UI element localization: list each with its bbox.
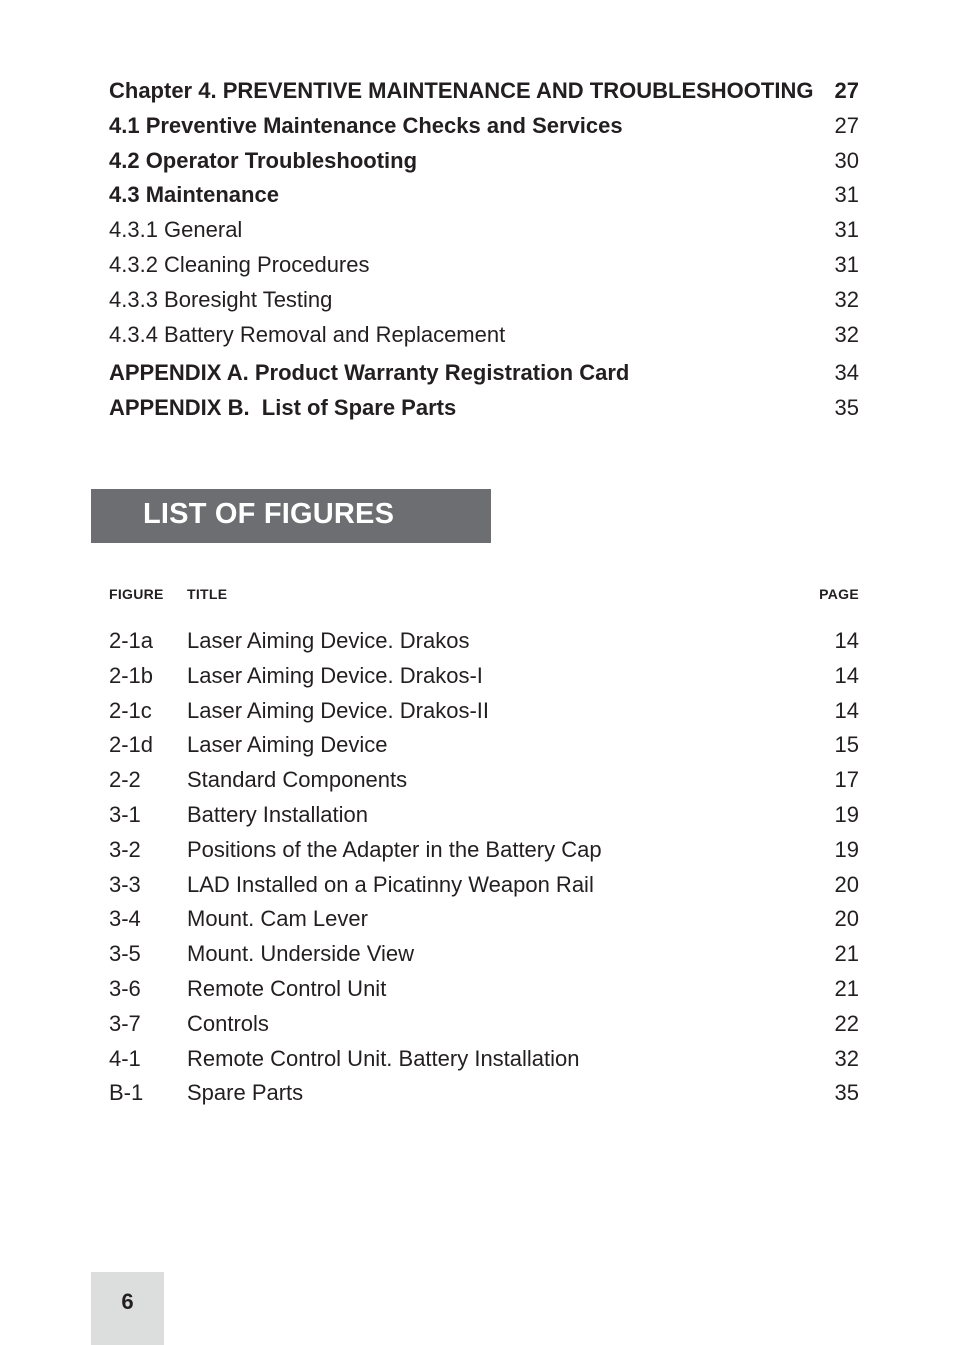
toc-entry[interactable] bbox=[109, 109, 859, 144]
figure-number: 3-2 bbox=[109, 836, 141, 862]
figure-row[interactable] bbox=[109, 659, 859, 694]
toc-entry[interactable] bbox=[109, 283, 859, 318]
toc-entry[interactable] bbox=[109, 178, 859, 213]
figure-page: 21 bbox=[834, 941, 859, 967]
figure-row[interactable] bbox=[109, 798, 859, 833]
toc-entry-page: 34 bbox=[834, 360, 859, 386]
figure-row[interactable] bbox=[109, 833, 859, 868]
toc-entry-page: 27 bbox=[834, 112, 859, 138]
page-number: 6 bbox=[121, 1289, 134, 1314]
toc-entry[interactable] bbox=[109, 248, 859, 283]
figure-number: 3-7 bbox=[109, 1010, 141, 1036]
column-header-figure: FIGURE bbox=[109, 586, 164, 602]
figure-number: 3-1 bbox=[109, 801, 141, 827]
figure-number: 3-6 bbox=[109, 975, 141, 1001]
figure-title: Battery Installation bbox=[187, 801, 368, 827]
toc-entry-page: 32 bbox=[834, 321, 859, 347]
figure-title: Standard Components bbox=[187, 767, 408, 793]
figure-number: 3-3 bbox=[109, 871, 141, 897]
column-header-title: TITLE bbox=[187, 586, 228, 602]
list-of-figures-banner bbox=[91, 489, 491, 543]
figure-number: 2-2 bbox=[109, 767, 141, 793]
toc-entry[interactable] bbox=[109, 391, 859, 426]
toc-entry-title: 4.3 Maintenance bbox=[109, 182, 279, 208]
toc-entry-title: 4.3.1 General bbox=[109, 217, 243, 243]
figure-title: Laser Aiming Device bbox=[187, 732, 388, 758]
figure-row[interactable] bbox=[109, 1042, 859, 1077]
figure-row[interactable] bbox=[109, 868, 859, 903]
figure-page: 20 bbox=[834, 906, 859, 932]
toc-entry[interactable] bbox=[109, 213, 859, 248]
toc-entry-title: 4.1 Preventive Maintenance Checks and Services bbox=[109, 112, 623, 138]
figure-title: Mount. Underside View bbox=[187, 941, 415, 967]
figure-number: 2-1b bbox=[109, 662, 154, 688]
page-number-tab bbox=[91, 1272, 164, 1345]
figure-row[interactable] bbox=[109, 624, 859, 659]
figure-number: 2-1a bbox=[109, 628, 154, 653]
figure-page: 35 bbox=[834, 1080, 859, 1106]
figure-page: 14 bbox=[834, 628, 859, 653]
toc-entry-page: 27 bbox=[834, 78, 859, 103]
toc-entry-page: 32 bbox=[834, 286, 859, 312]
figure-number: 4-1 bbox=[109, 1045, 141, 1071]
toc-entry-page: 30 bbox=[834, 147, 859, 173]
column-header-page: PAGE bbox=[819, 586, 859, 602]
figure-title: Laser Aiming Device. Drakos bbox=[187, 628, 470, 653]
figure-title: Remote Control Unit. Battery Installation bbox=[187, 1045, 580, 1071]
toc-entry-title: APPENDIX B. List of Spare Parts bbox=[109, 395, 457, 421]
figure-page: 14 bbox=[834, 697, 859, 723]
toc-entry-title: APPENDIX A. Product Warranty Registration Card bbox=[109, 360, 630, 386]
figure-number: 3-5 bbox=[109, 941, 141, 967]
figure-row[interactable] bbox=[109, 728, 859, 763]
figure-row[interactable] bbox=[109, 1076, 859, 1111]
figure-title: LAD Installed on a Picatinny Weapon Rail bbox=[187, 871, 594, 897]
figure-row[interactable] bbox=[109, 763, 859, 798]
figure-page: 14 bbox=[834, 662, 859, 688]
figure-row[interactable] bbox=[109, 972, 859, 1007]
table-of-contents bbox=[109, 74, 859, 426]
figure-row[interactable] bbox=[109, 1007, 859, 1042]
toc-entry-title: 4.3.4 Battery Removal and Replacement bbox=[109, 321, 506, 347]
figure-page: 22 bbox=[834, 1010, 859, 1036]
figure-page: 32 bbox=[834, 1045, 859, 1071]
figure-row[interactable] bbox=[109, 902, 859, 937]
toc-entry-page: 31 bbox=[834, 217, 859, 243]
figure-list bbox=[109, 624, 859, 1111]
list-of-figures-heading: LIST OF FIGURES bbox=[143, 498, 395, 530]
figure-number: 3-4 bbox=[109, 906, 141, 932]
toc-entry-page: 31 bbox=[834, 251, 859, 277]
figure-row[interactable] bbox=[109, 937, 859, 972]
figure-page: 20 bbox=[834, 871, 859, 897]
figure-title: Laser Aiming Device. Drakos-I bbox=[187, 662, 483, 688]
toc-entry-page: 35 bbox=[834, 395, 859, 421]
figure-title: Mount. Cam Lever bbox=[187, 906, 368, 932]
toc-entry[interactable] bbox=[109, 356, 859, 391]
figure-page: 19 bbox=[834, 836, 859, 862]
figure-title: Spare Parts bbox=[187, 1080, 304, 1106]
figure-title: Controls bbox=[187, 1010, 269, 1036]
toc-entry[interactable] bbox=[109, 318, 859, 353]
figure-title: Positions of the Adapter in the Battery Cap bbox=[187, 836, 602, 862]
figure-title: Remote Control Unit bbox=[187, 975, 387, 1001]
toc-entry-title: 4.2 Operator Troubleshooting bbox=[109, 147, 418, 173]
toc-entry[interactable] bbox=[109, 74, 859, 109]
figure-number: 2-1c bbox=[109, 697, 152, 723]
figure-page: 21 bbox=[834, 975, 859, 1001]
figure-page: 19 bbox=[834, 801, 859, 827]
figure-row[interactable] bbox=[109, 694, 859, 729]
figure-page: 15 bbox=[834, 732, 859, 758]
toc-entry-page: 31 bbox=[834, 182, 859, 208]
figure-number: B-1 bbox=[109, 1080, 144, 1106]
toc-entry[interactable] bbox=[109, 144, 859, 179]
toc-entry-title: 4.3.3 Boresight Testing bbox=[109, 286, 333, 312]
figure-list-header bbox=[109, 586, 859, 606]
figure-title: Laser Aiming Device. Drakos-II bbox=[187, 697, 489, 723]
figure-number: 2-1d bbox=[109, 732, 154, 758]
toc-entry-title: 4.3.2 Cleaning Procedures bbox=[109, 251, 370, 277]
toc-entry-title: Chapter 4. PREVENTIVE MAINTENANCE AND TROUBLESHOOTING bbox=[109, 78, 814, 103]
figure-page: 17 bbox=[834, 767, 859, 793]
